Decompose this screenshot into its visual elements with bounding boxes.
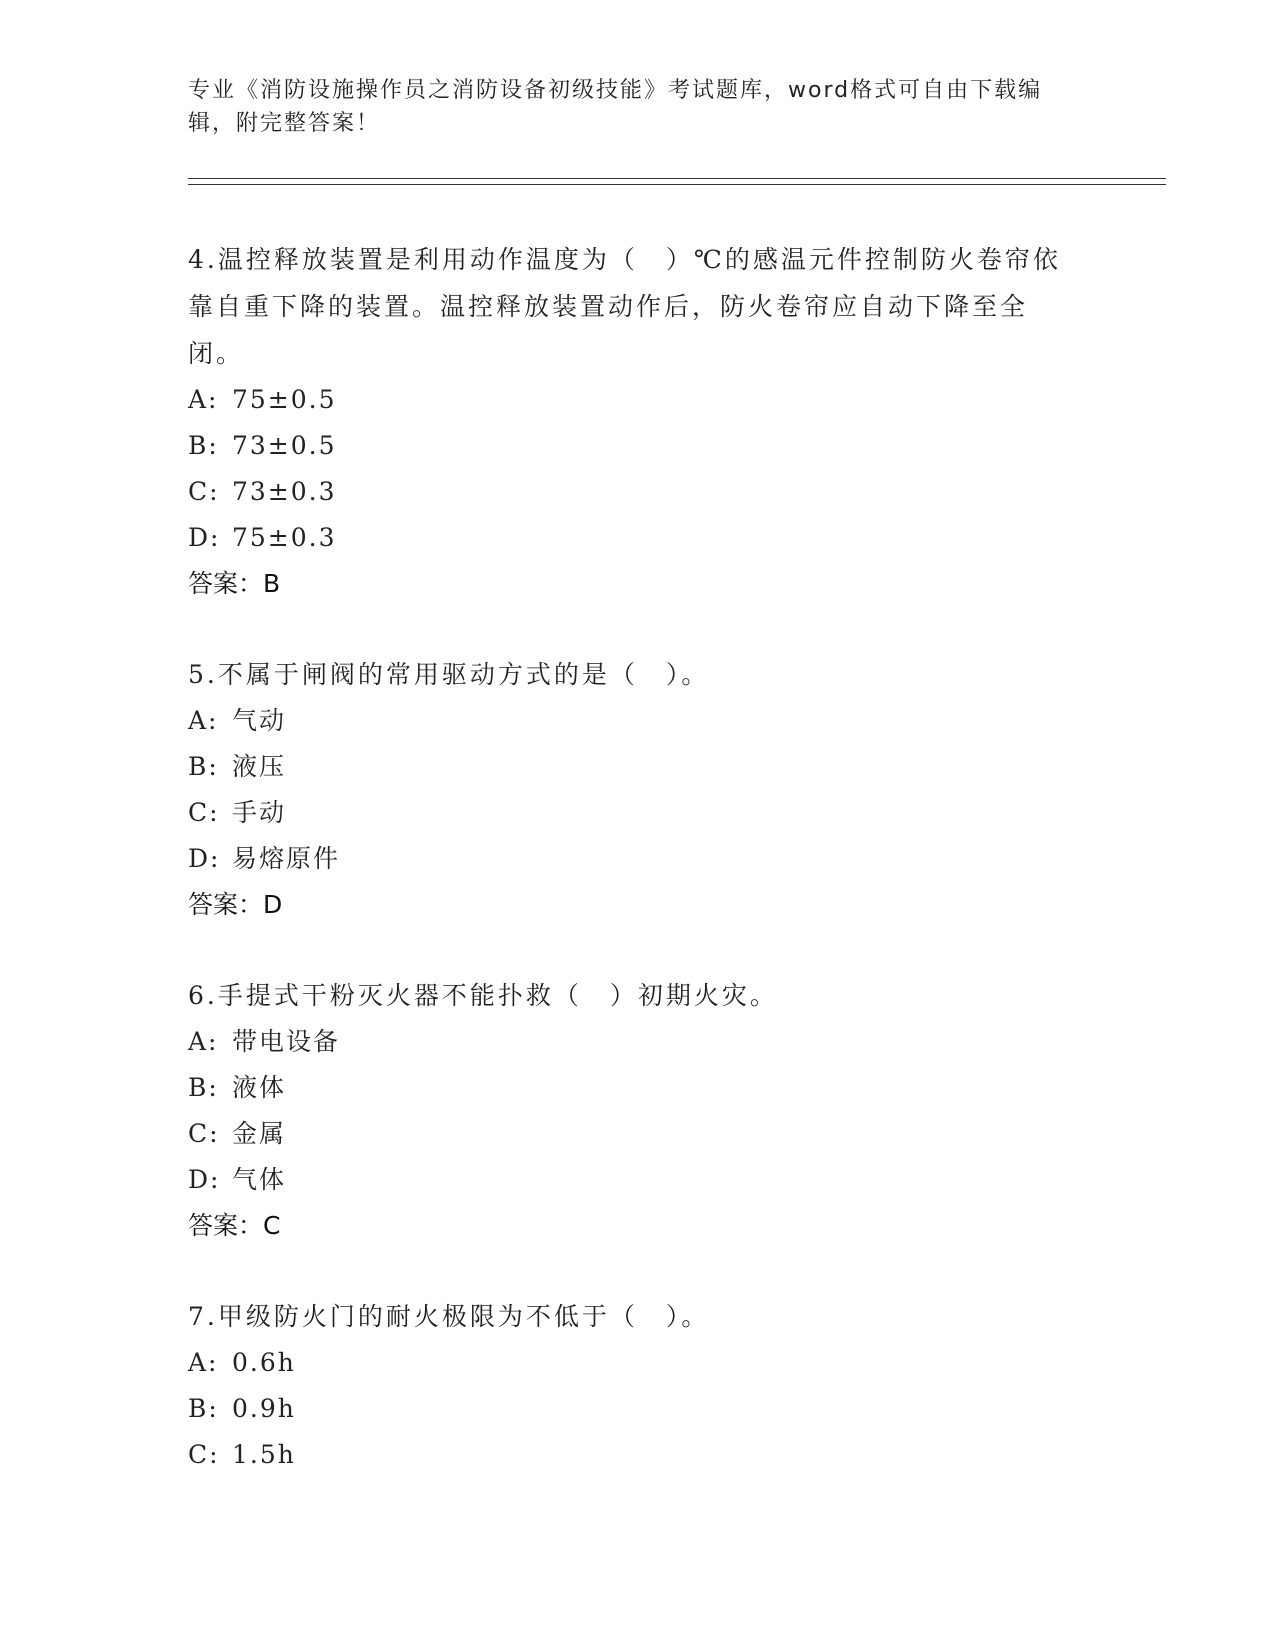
option-value: 带电设备 <box>232 1027 341 1056</box>
question-text: 6.手提式干粉灭火器不能扑救（ ）初期火灾。 <box>188 981 778 1010</box>
option-key: D: <box>188 1165 221 1194</box>
question-4 <box>188 236 1068 607</box>
answer-line: 答案：D <box>188 890 283 919</box>
question-6 <box>188 972 1068 1249</box>
document-intro: 专业《消防设施操作员之消防设备初级技能》考试题库，word格式可自由下载编辑，附完整答案！ <box>188 78 1043 136</box>
option-key: C: <box>188 477 220 506</box>
option-a <box>188 1019 1068 1065</box>
option-value: 73±0.5 <box>232 431 337 460</box>
header-divider-bottom <box>188 184 1166 185</box>
option-a <box>188 1340 1068 1386</box>
question-list <box>188 236 1068 1522</box>
answer-line: 答案：C <box>188 1211 281 1240</box>
option-b <box>188 744 1068 790</box>
question-text: 5.不属于闸阀的常用驱动方式的是（ ）。 <box>188 660 710 689</box>
option-value: 1.5h <box>232 1440 296 1469</box>
option-c <box>188 1111 1068 1157</box>
option-key: B: <box>188 752 219 781</box>
option-value: 金属 <box>232 1119 287 1148</box>
option-c <box>188 469 1068 515</box>
option-key: C: <box>188 1440 220 1469</box>
option-c <box>188 790 1068 836</box>
option-b <box>188 1065 1068 1111</box>
option-value: 0.6h <box>232 1348 296 1377</box>
option-d <box>188 1157 1068 1203</box>
option-d <box>188 836 1068 882</box>
option-a <box>188 377 1068 423</box>
header-divider-top <box>188 178 1166 179</box>
option-value: 易熔原件 <box>232 844 341 873</box>
option-value: 75±0.5 <box>232 385 337 414</box>
option-value: 气体 <box>232 1165 287 1194</box>
option-value: 液体 <box>232 1073 287 1102</box>
option-b <box>188 423 1068 469</box>
option-key: A: <box>188 706 219 735</box>
option-key: B: <box>188 431 219 460</box>
option-key: A: <box>188 1027 219 1056</box>
option-value: 手动 <box>232 798 287 827</box>
option-key: C: <box>188 1119 220 1148</box>
option-value: 液压 <box>232 752 287 781</box>
option-value: 73±0.3 <box>232 477 337 506</box>
option-key: D: <box>188 523 221 552</box>
answer-line: 答案：B <box>188 569 281 598</box>
option-c <box>188 1432 1068 1478</box>
option-b <box>188 1386 1068 1432</box>
option-key: A: <box>188 1348 219 1377</box>
question-text: 7.甲级防火门的耐火极限为不低于（ ）。 <box>188 1302 710 1331</box>
option-value: 0.9h <box>232 1394 296 1423</box>
option-key: B: <box>188 1394 219 1423</box>
option-value: 气动 <box>232 706 287 735</box>
question-5 <box>188 651 1068 928</box>
option-key: C: <box>188 798 220 827</box>
question-text: 4.温控释放装置是利用动作温度为（ ）℃的感温元件控制防火卷帘依靠自重下降的装置。温控释放装置动作后，防火卷帘应自动下降至全闭。 <box>188 245 1061 368</box>
option-key: A: <box>188 385 219 414</box>
option-a <box>188 698 1068 744</box>
option-d <box>188 515 1068 561</box>
option-value: 75±0.3 <box>232 523 337 552</box>
option-key: B: <box>188 1073 219 1102</box>
option-key: D: <box>188 844 221 873</box>
question-7 <box>188 1293 1068 1478</box>
